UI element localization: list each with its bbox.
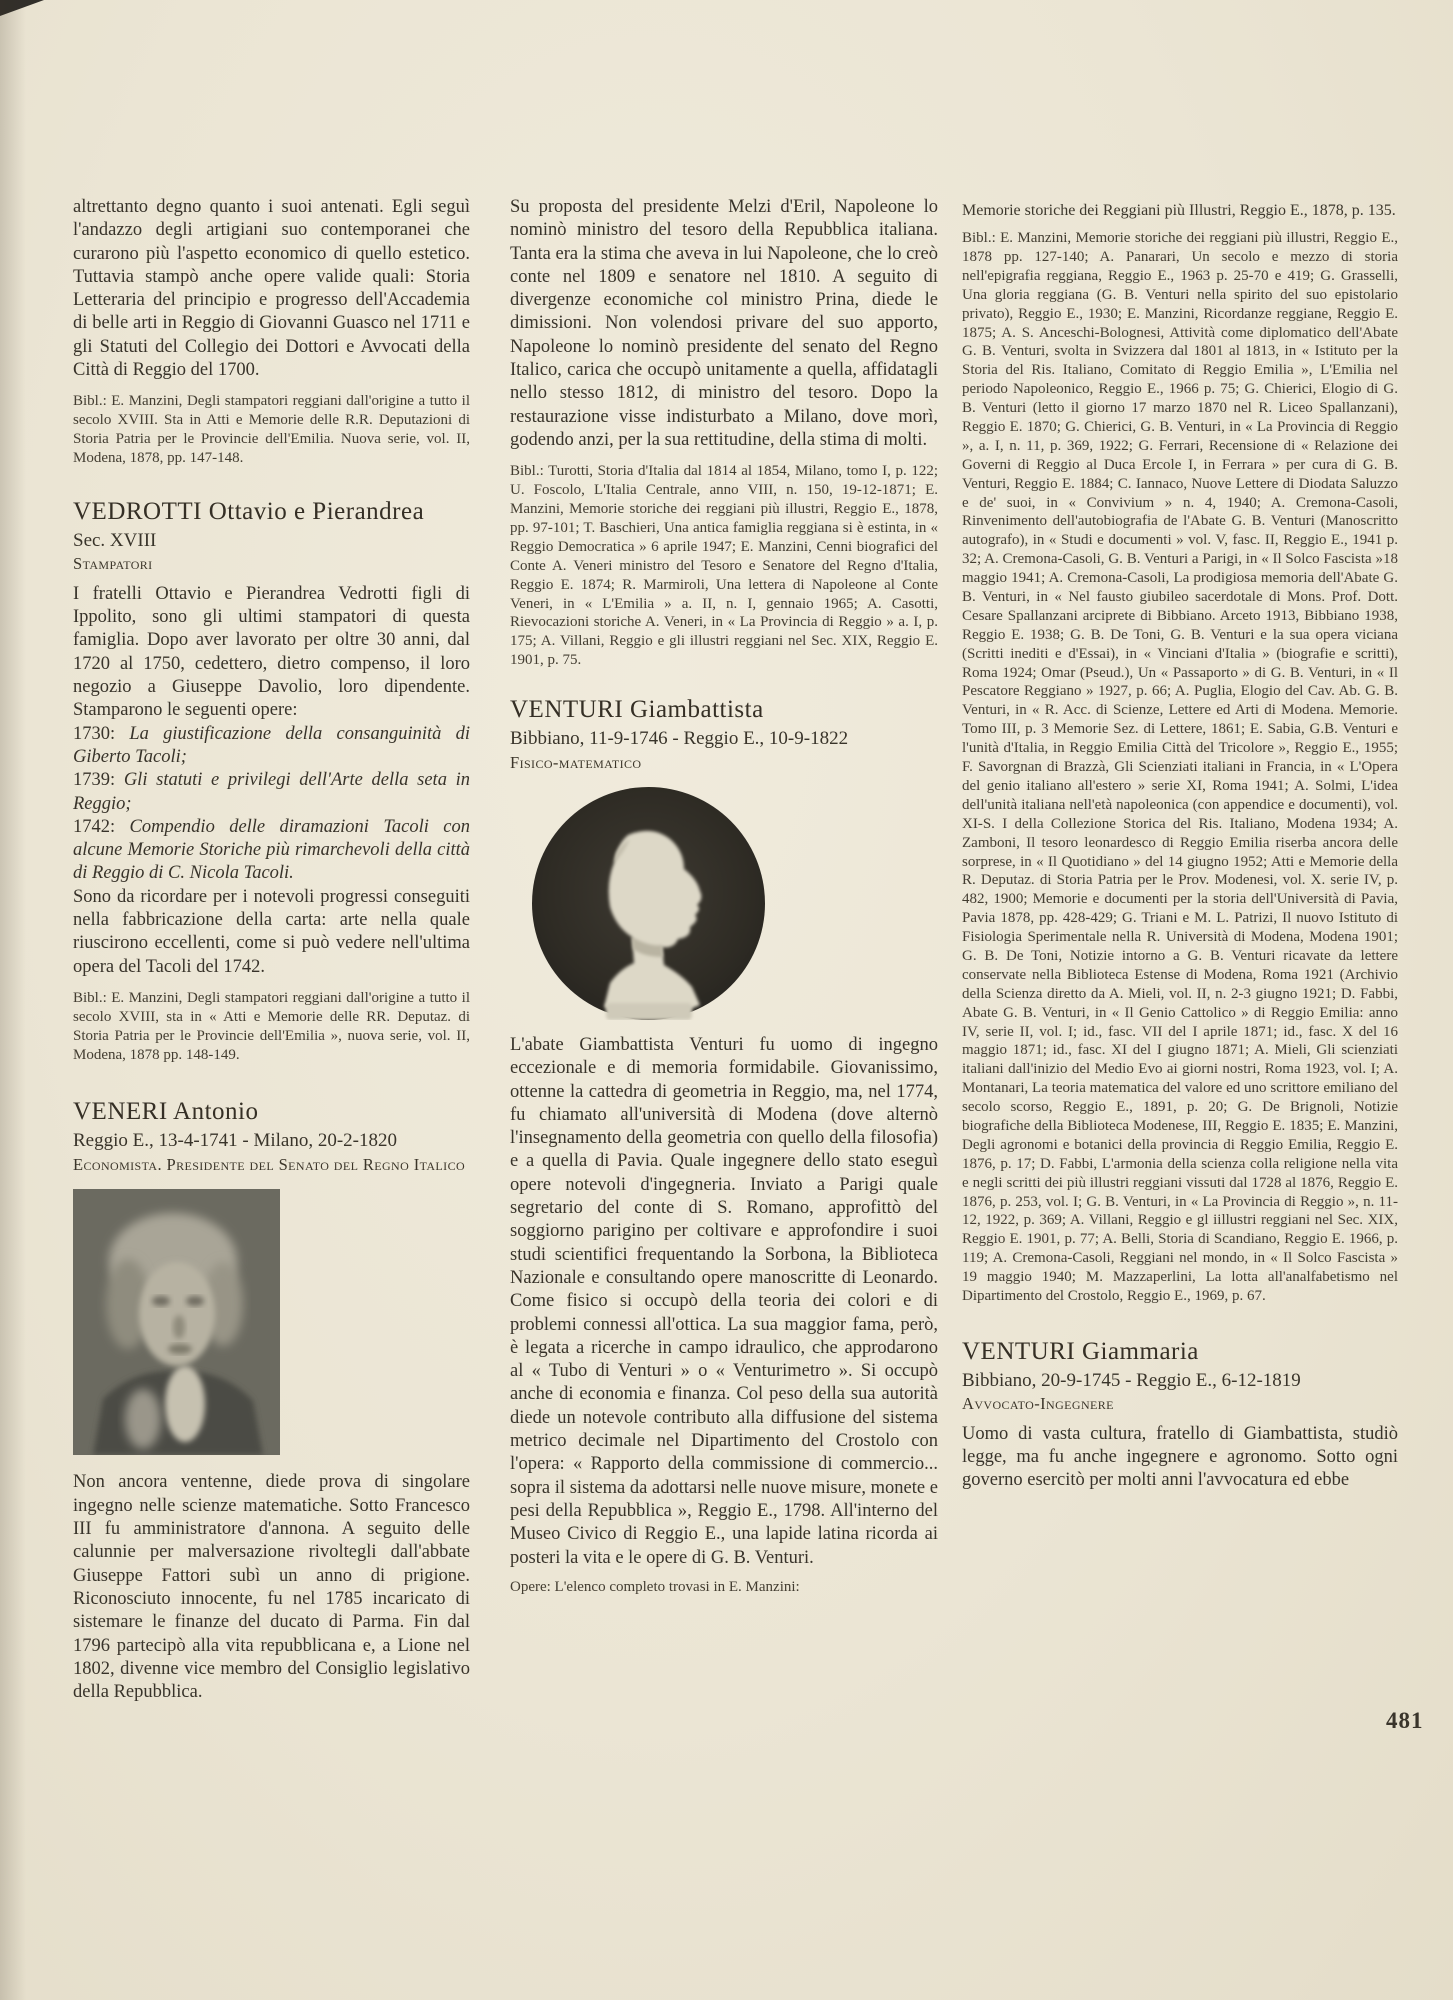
column-3 bbox=[962, 200, 1398, 1493]
entry-dates: Sec. XVIII bbox=[73, 529, 157, 551]
venturi-medallion-photo bbox=[532, 787, 765, 1020]
bibliography-block: Bibl.: E. Manzini, Degli stampatori reggiani dall'origine a tutto il secolo XVIII. Sta in Atti e Memorie delle R.R. Deputazioni di Storia Patria per le Provincie dell'Emilia. Nuova serie, vol. II, Modena, 1878, pp. 147-148. bbox=[73, 393, 470, 467]
column-2 bbox=[510, 196, 938, 1597]
work-entry-1739 bbox=[73, 769, 470, 816]
veneri-portrait-photo bbox=[73, 1189, 280, 1455]
entry-title: VENTURI Giambattista bbox=[510, 696, 764, 724]
veneri-paragraph: Non ancora ventenne, diede prova di singolare ingegno nelle scienze matematiche. Sotto Francesco III fu amministratore d'annona. A seguito delle calunnie per malversazione rivoltegli dall'abbate Giuseppe Fattori subì un anno di prigione. Riconosciuto innocente, fu nel 1785 incaricato di sistemare le finanze del ducato di Parma. Fin dal 1796 partecipò alla vita repubblicana e, a Lione nel 1802, divenne vice membro del Consiglio legislativo della Repubblica. bbox=[73, 1472, 470, 1703]
entry-role: Avvocato-Ingegnere bbox=[962, 1394, 1114, 1414]
column-1 bbox=[73, 196, 470, 1704]
entry-title: VENTURI Giammaria bbox=[962, 1337, 1199, 1365]
entry-dates: Bibbiano, 11-9-1746 - Reggio E., 10-9-1822 bbox=[510, 727, 849, 749]
entry-role: Economista. Presidente del Senato del Regno Italico bbox=[73, 1154, 466, 1174]
entry-venturi-gm-header bbox=[962, 1338, 1398, 1415]
work-entry-1742 bbox=[73, 816, 470, 886]
vedrotti-paragraph-2: Sono da ricordare per i notevoli progressi conseguiti nella fabbricazione della carta: arte nella quale riuscirono eccellenti, come si può vedere nell'ultima opera del Tacoli del 1742. bbox=[73, 886, 470, 977]
work-title: La giustificazione della consanguinità di Giberto Tacoli; bbox=[73, 723, 471, 767]
vedrotti-paragraph: I fratelli Ottavio e Pierandrea Vedrotti figli di Ippolito, sono gli ultimi stampatori di questa famiglia. Dopo aver lavorato per oltre 30 anni, dal 1720 al 1750, cedettero, dietro compenso, il loro negozio a Giuseppe Davolio, loro dipendente. Stamparono le seguenti opere: bbox=[73, 583, 470, 721]
bibliography-block: Bibl.: E. Manzini, Memorie storiche dei reggiani più illustri, Reggio E., 1878 pp. 127-140; A. Panarari, Un secolo e mezzo di storia nell'epigrafia reggiana, Reggio E., 1963 p. 25-70 e 419; G. Grasselli, Una gloria reggiana (G. B. Venturi nella spirito del suo epistolario privato), Reggio E., 1930; E. Manzini, Ricordanze reggiane, Reggio E. 1875; A. S. Anceschi-Bolognesi, Attività come diplomatico dell'Abate G. B. Venturi, svolta in Svizzera dal 1801 al 1813, in « Istituto per la Storia del Ris. Italiano, Comitato di Reggio Emilia », L'Emilia nel periodo Napoleonico, Reggio E., 1966 p. 75; G. Chierici, Elogio di G. B. Venturi (letto il giorno 17 marzo 1870 nel R. Liceo Spallanzani), Reggio E. 1870; G. Chierici, G. B. Venturi, in « La Provincia di Reggio », a. I, n. 11, p. 369, 1922; G. Ferrari, Recensione di « Relazione dei Governi di Reggio al Duca Ercole I, in Ferrara » per cura di G. B. Venturi, Reggio E. 1884; C. Iannaco, Nuove Lettere di Diodata Saluzzo e de' suoi, in « Convivium » n. 4, 1940; A. Cremona-Casoli, Rinvenimento dell'autobiografia de l'Abate G. B. Venturi (Manoscritto autografo), in « Studi e documenti » vol. V, fasc. II, Reggio E., 1941 p. 32; A. Cremona-Casoli, G. B. Venturi a Parigi, in « Il Solco Fascista »18 maggio 1941; A. Cremona-Casoli, La prodigiosa memoria dell'Abate G. B. Venturi, in « Nel fausto giubileo sacerdotale di Mons. Prof. Dott. Cesare Spallanzani arciprete di Bibbiano. Arceto 1913, Bibbiano 1938, Reggio E. 1938; G. B. De Toni, G. B. Venturi e la sua opera viciana (Scritti inediti e d'Essai), in « Vinciani d'Italia » (biografie e scritti), Roma 1924; Omar (Pseud.), Un « Passaporto » di G. B. Venturi, in « Il Pescatore Reggiano » 1927, p. 66; A. Puglia, Elogio del Cav. Ab. G. B. Venturi, in « R. Acc. di Scienze, Lettere ed Arti di Modena. Memorie. Tomo III, p. 3 Memorie Sez. di Lettere, 1861; E. Sabia, G.B. Venturi e l'unità d'Italia, in Reggio Emilia Città del Tricolore », Reggio E., 1955; F. Savorgnan di Brazzà, Gli Scienziati italiani in Francia, in « L'Opera del genio italiano all'estero » serie XI, Roma 1941; A. Solmi, L'idea dell'unità italiana nell'età napoleonica (con appendice e documenti), vol. XI-S. I della Collezione Storica del Ris. Italiano, Modena 1934; A. Zamboni, Il tesoro leonardesco di Reggio Emilia riserba ancora delle sorprese, in « Il Quotidiano » del 14 giugno 1952; Atti e Memorie della R. Deputaz. di Storia Patria per le Prov. Modenesi, vol. X. serie IV, p. 482, 1900; Memorie e documenti per la storia dell'Università di Pavia, Pavia 1878, pp. 428-429; G. Triani e M. L. Patrizi, Il nuovo Istituto di Fisiologia Sperimentale nella R. Università di Modena, Modena 1901; G. B. De Toni, Notizie intorno a G. B. Venturi ricavate da lettere conservate nella Biblioteca Estense di Modena, Roma 1921 (Archivio della Scienza diretto da A. Mieli, vol. II, n. 2-3 giugno 1921; D. Fabbi, Abate G. B. Venturi, in « Il Genio Cattolico » di Reggio Emilia: anno IV, serie II, vol. I; id., fasc. VII del I aprile 1871; id., fasc. X del 16 maggio 1871; id., fasc. XI del I giugno 1871; A. Mieli, Gli scienziati italiani dall'inizio del Medio Evo ai giorni nostri, Roma 1923, vol. I; A. Montanari, La teoria matematica del valore ed uno scrittore emiliano del secolo scorso, Reggio E., 1891, p. 20; G. De Brignoli, Notizie biografiche della Biblioteca Modenese, III, Reggio E. 1835; E. Manzini, Degli agronomi e botanici della provincia di Reggio Emilia, Reggio E. 1876, p. 17; D. Fabbi, L'armonia della scienza colla religione nella vita e negli scritti dei più illustri reggiani vissuti dal 1728 al 1876, Reggio E. 1876, p. 253, vol. I; G. B. Venturi, in « La Provincia di Reggio », n. 11-12, 1922, p. 369; A. Villani, Reggio e gl iillustri reggiani nel Sec. XIX, Reggio E. 1901, p. 77; A. Belli, Storia di Scandiano, Reggio E. 1966, p. 119; A. Cremona-Casoli, Reggiani nel mondo, in « Il Solco Fascista » 19 maggio 1940; M. Mazzaperlini, La lotta all'analfabetismo nel Dipartimento del Crostolo, Reggio E., 1969, p. 67. bbox=[962, 230, 1398, 1304]
venturi-gb-paragraph: L'abate Giambattista Venturi fu uomo di ingegno eccezionale e di memoria formidabile. Giovanissimo, ottenne la cattedra di geometria in Reggio, ma, nel 1774, fu chiamato all'università di Modena (dove alternò l'insegnamento della geometria con quello della filosofia) e a quella di Pavia. Quale ingegnere dello stato eseguì opere notevoli d'ingegneria. Inviato a Parigi quale segretario del conte di S. Romano, approfittò del soggiorno parigino per coltivare e approfondire i suoi studi scientifici frequentando la Sorbona, la Biblioteca Nazionale e consultando opere manoscritte di Leonardo. Come fisico si occupò della teoria dei colori e di problemi connessi all'ottica. La sua maggior fama, però, è legata a ricerche in campo idraulico, che approdarono al « Tubo di Venturi » o « Venturimetro ». Si occupò anche di economia e finanza. Col peso della sua autorità diede un notevole contributo alla diffusione del sistema metrico decimale nel Dipartimento del Crostolo con l'opera: « Rapporto della commissione di commercio... sopra il sistema da adottarsi nelle nuove misure, monete e pesi della Repubblica », Reggio E., 1798. All'interno del Museo Civico di Reggio E., una lapide latina ricorda ai posteri la vita e le opere di G. B. Venturi. bbox=[510, 1035, 938, 1568]
page-number: 481 bbox=[1386, 1708, 1424, 1733]
bibliography-block: Bibl.: Turotti, Storia d'Italia dal 1814 al 1854, Milano, tomo I, p. 122; U. Foscolo, L'Italia Centrale, anno VIII, n. 150, 19-12-1871; E. Manzini, Memorie storiche dei reggiani più illustri, Reggio E., 1878, pp. 97-101; T. Baschieri, Una antica famiglia reggiana si è estinta, in « Reggio Democratica » 6 aprile 1947; E. Manzini, Cenni biografici del Conte A. Veneri ministro del Tesoro e Senatore del Regno d'Italia, Reggio E. 1874; R. Marmiroli, Una lettera di Napoleone al Conte Veneri, in « L'Emilia » a. II, n. I, gennaio 1965; A. Casotti, Rievocazioni storiche A. Veneri, in « La Provincia di Reggio » a. I, p. 175; A. Villani, Reggio e gli illustri reggiani nel Sec. XIX, Reggio E. 1901, p. 75. bbox=[510, 463, 938, 669]
veneri-continuation-paragraph: Su proposta del presidente Melzi d'Eril, Napoleone lo nominò ministro del tesoro della Repubblica italiana. Tanta era la stima che aveva in lui Napoleone, che lo creò conte nel 1809 e senatore nel 1810. A seguito di divergenze economiche col ministro Prina, diede le dimissioni. Non volendosi privare del suo apporto, Napoleone lo nominò presidente del senato del Regno Italico, carica che occupò unitamente a quella, affidatagli nello stesso 1812, di ministro del tesoro. Dopo la restaurazione visse indisturbato a Milano, dove morì, godendo anzi, per la sua rettitudine, della stima di molti. bbox=[510, 197, 938, 450]
work-title: Gli statuti e privilegi dell'Arte della seta in Reggio; bbox=[73, 770, 470, 814]
entry-title: VENERI Antonio bbox=[73, 1098, 259, 1126]
entry-role: Stampatori bbox=[73, 554, 153, 574]
opere-continuation: Memorie storiche dei Reggiani più Illustri, Reggio E., 1878, p. 135. bbox=[962, 202, 1396, 219]
entry-venturi-gb-header bbox=[510, 696, 938, 773]
entry-role: Fisico-matematico bbox=[510, 752, 642, 772]
bibliography-block: Bibl.: E. Manzini, Degli stampatori reggiani dall'origine a tutto il secolo XVIII, sta in « Atti e Memorie delle RR. Deputaz. di Storia Patria per le Provincie dell'Emilia », nuova serie, vol. II, Modena, 1878 pp. 148-149. bbox=[73, 989, 470, 1063]
work-entry-1730 bbox=[73, 723, 470, 770]
work-year: 1730: bbox=[73, 723, 116, 744]
work-year: 1742: bbox=[73, 816, 116, 837]
scan-edge-shadow bbox=[0, 0, 26, 2000]
venturi-gm-paragraph: Uomo di vasta cultura, fratello di Giambattista, studiò legge, ma fu anche ingegnere e agronomo. Sotto ogni governo esercitò per molti anni l'avvocatura ed ebbe bbox=[962, 1423, 1398, 1491]
intro-paragraph: altrettanto degno quanto i suoi antenati. Egli seguì l'andazzo degli artigiani suo contemporanei che curarono più l'aspetto economico di quello estetico. Tuttavia stampò anche opere valide quali: Storia Letteraria del principio e progresso dell'Accademia di belle arti in Reggio di Giovanni Guasco nel 1711 e gli Statuti del Collegio dei Dottori e Avvocati della Città di Reggio del 1700. bbox=[73, 197, 470, 381]
entry-dates: Reggio E., 13-4-1741 - Milano, 20-2-1820 bbox=[73, 1130, 398, 1152]
entry-vedrotti-header bbox=[73, 498, 470, 575]
entry-dates: Bibbiano, 20-9-1745 - Reggio E., 6-12-1819 bbox=[962, 1369, 1301, 1391]
entry-veneri-header bbox=[73, 1098, 470, 1175]
work-year: 1739: bbox=[73, 770, 116, 791]
work-title: Compendio delle diramazioni Tacoli con alcune Memorie Storiche più rimarchevoli della città di Reggio di C. Nicola Tacoli. bbox=[73, 816, 470, 884]
entry-title: VEDROTTI Ottavio e Pierandrea bbox=[73, 497, 425, 525]
opere-note: Opere: L'elenco completo trovasi in E. Manzini: bbox=[510, 1578, 800, 1595]
